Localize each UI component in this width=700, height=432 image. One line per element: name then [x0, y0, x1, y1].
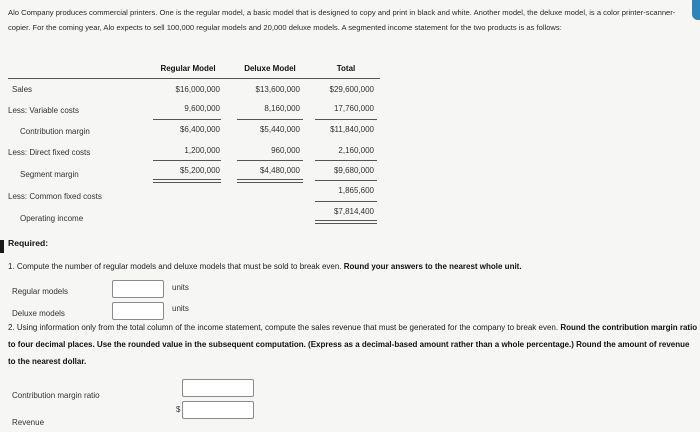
revenue-label: Revenue	[12, 418, 45, 427]
rule-total-2	[315, 160, 377, 161]
variable-regular: 9,600,000	[184, 104, 220, 113]
regular-models-input[interactable]	[112, 280, 164, 298]
cm-deluxe: $5,440,000	[259, 125, 300, 134]
window-edge-accent	[692, 0, 700, 20]
required-heading: Required:	[8, 238, 49, 248]
rule-total-1	[315, 119, 377, 120]
question-1-text: 1. Compute the number of regular models and deluxe models that must be sold to break even.	[8, 262, 342, 271]
sales-deluxe: $13,600,000	[255, 85, 300, 94]
row-label-operating-income: Operating income	[20, 214, 84, 223]
double-rule-deluxe	[237, 179, 303, 183]
regular-units-label: units	[172, 283, 189, 292]
cm-total: $11,840,000	[330, 125, 374, 134]
deluxe-units-label: units	[172, 304, 189, 313]
header-regular-model: Regular Model	[160, 64, 216, 73]
rule-regular-2	[153, 160, 221, 161]
page-edge-marker	[0, 240, 4, 253]
problem-intro: Alo Company produces commercial printers. One is the regular model, a basic model that is designed to copy and print in black and white. Another model, the deluxe model, is a color printer-scanner-copier. For the coming year, Alo expects to sell 100,000 regular models and 20,000 deluxe models. A segmented income statement for the two products is as follows:	[8, 8, 676, 32]
cm-ratio-input[interactable]	[182, 379, 254, 397]
rule-total-3	[315, 180, 377, 181]
double-rule-total	[315, 220, 377, 224]
question-2	[8, 302, 698, 319]
row-label-common-fixed-costs: Less: Common fixed costs	[8, 192, 102, 201]
question-2-instruction: Round the contribution margin ratio to four decimal places. Use the rounded value in the subsequent computation. (Express as a decimal-based amount rather than a whole percentage.) Round the amount of revenue to the nearest dollar.	[8, 323, 698, 366]
revenue-currency-symbol: $	[176, 405, 181, 414]
direct-total: 2,160,000	[338, 146, 374, 155]
question-1	[8, 262, 522, 271]
common-total: 1,865,600	[338, 186, 374, 195]
question-1-instruction: Round your answers to the nearest whole unit.	[343, 262, 522, 271]
operating-total: $7,814,400	[333, 207, 374, 216]
sales-regular: $16,000,000	[175, 85, 220, 94]
row-label-direct-fixed-costs: Less: Direct fixed costs	[8, 148, 91, 157]
row-label-contribution-margin: Contribution margin	[20, 127, 90, 136]
double-rule-regular	[153, 179, 221, 183]
sales-total: $29,600,000	[329, 85, 374, 94]
variable-deluxe: 8,160,000	[264, 104, 300, 113]
cm-regular: $6,400,000	[179, 125, 220, 134]
segment-regular: $5,200,000	[179, 166, 220, 175]
direct-regular: 1,200,000	[184, 146, 220, 155]
row-label-variable-costs: Less: Variable costs	[8, 106, 79, 115]
revenue-input[interactable]	[182, 401, 254, 419]
variable-total: 17,760,000	[333, 104, 374, 113]
deluxe-models-label: Deluxe models	[12, 309, 65, 318]
rule-total-4	[315, 201, 377, 202]
row-label-segment-margin: Segment margin	[20, 170, 79, 179]
direct-deluxe: 960,000	[271, 146, 300, 155]
question-2-block	[8, 319, 698, 370]
row-label-sales: Sales	[12, 85, 33, 94]
question-2-text: 2. Using information only from the total column of the income statement, compute the sales revenue that must be generated for the company to break even.	[8, 323, 559, 332]
regular-models-label: Regular models	[12, 287, 69, 296]
header-rule	[8, 78, 380, 79]
rule-regular-1	[153, 119, 221, 120]
rule-deluxe-1	[237, 119, 303, 120]
rule-deluxe-2	[237, 160, 303, 161]
segment-deluxe: $4,480,000	[259, 166, 300, 175]
header-total: Total	[336, 64, 356, 73]
segment-total: $9,680,000	[333, 166, 374, 175]
cm-ratio-label: Contribution margin ratio	[12, 391, 100, 400]
header-deluxe-model: Deluxe Model	[244, 64, 296, 73]
